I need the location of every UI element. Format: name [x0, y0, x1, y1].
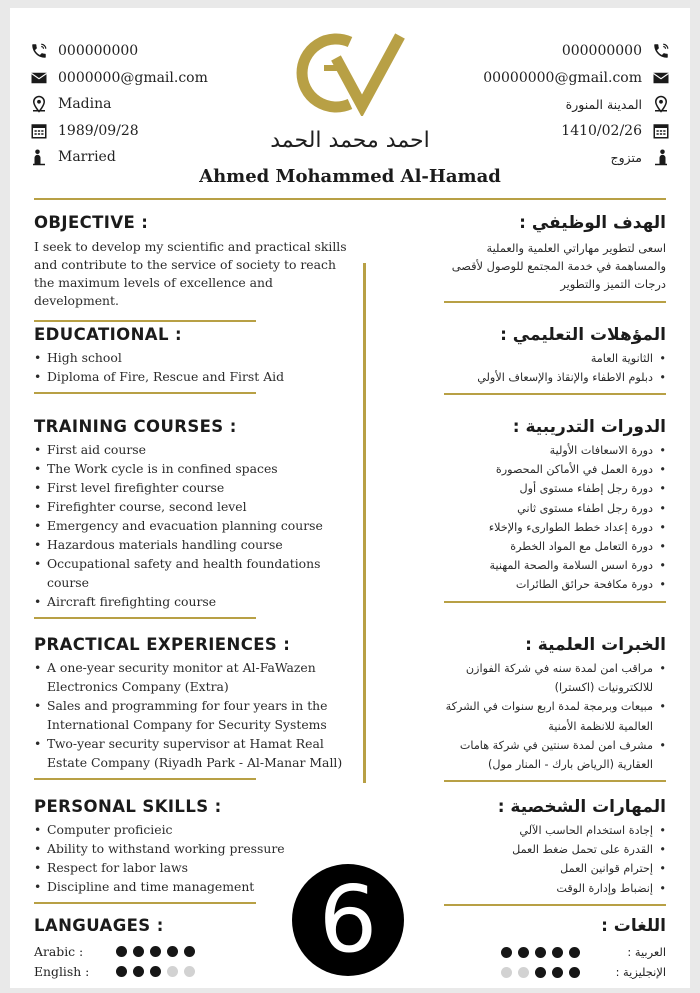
- list-item: • دورة إعداد خطط الطوارىء والإخلاء: [436, 518, 666, 537]
- list-item: • The Work cycle is in confined spaces: [34, 459, 354, 478]
- level-dot-filled: [116, 946, 127, 957]
- dob-text: 1410/02/26: [561, 122, 642, 139]
- list-item: • القدرة على تحمل ضغط العمل: [436, 840, 666, 859]
- section-title: اللغات :: [601, 916, 666, 936]
- language-level-dots: [116, 966, 195, 977]
- education-section-ar: [436, 325, 666, 395]
- section-title: المهارات الشخصية :: [497, 797, 666, 817]
- level-dot-empty: [501, 967, 512, 978]
- language-row: [436, 962, 666, 982]
- level-dot-filled: [501, 947, 512, 958]
- level-dot-empty: [518, 967, 529, 978]
- training-list: [436, 441, 666, 595]
- level-dot-filled: [535, 967, 546, 978]
- skills-section-ar: [436, 797, 666, 906]
- level-dot-filled: [150, 946, 161, 957]
- cv-logo: [278, 30, 418, 116]
- location-pin-icon: [30, 95, 48, 113]
- experience-list: [34, 658, 354, 772]
- list-item: • Discipline and time management: [34, 877, 354, 896]
- level-dot-filled: [518, 947, 529, 958]
- section-title: EDUCATIONAL :: [34, 325, 183, 344]
- envelope-icon: [652, 69, 670, 87]
- level-dot-empty: [167, 966, 178, 977]
- name-arabic: احمد محمد الحمد: [270, 128, 430, 153]
- education-list: [436, 349, 666, 387]
- language-level-dots: [116, 946, 195, 957]
- list-item: • Computer proficieic: [34, 820, 354, 839]
- list-item: • Aircraft firefighting course: [34, 592, 354, 611]
- level-dot-filled: [535, 947, 546, 958]
- language-row: [34, 961, 354, 981]
- training-section-en: [34, 417, 354, 619]
- status-text: متزوج: [610, 149, 642, 165]
- list-item: • دورة رجل إطفاء مستوى أول: [436, 479, 666, 498]
- city-text: المدينة المنورة: [565, 96, 642, 112]
- level-dot-filled: [167, 946, 178, 957]
- list-item: • إنضباط وإدارة الوقت: [436, 879, 666, 898]
- language-level-dots: [501, 947, 580, 958]
- email-text: 00000000@gmail.com: [483, 69, 642, 86]
- name-english: Ahmed Mohammed Al-Hamad: [199, 166, 501, 187]
- level-dot-empty: [184, 966, 195, 977]
- section-divider: [34, 902, 256, 904]
- list-item: • Diploma of Fire, Rescue and First Aid: [34, 367, 354, 386]
- training-list: [34, 440, 354, 611]
- email-text: 0000000@gmail.com: [58, 69, 208, 86]
- section-divider: [444, 601, 666, 603]
- objective-text: اسعى لتطوير مهاراتي العلمية والعملية والمساهمة في خدمة المجتمع للوصول لأقصى درجات التميز والتطوير: [451, 241, 666, 291]
- section-divider: [444, 904, 666, 906]
- section-title: الخبرات العلمية :: [525, 635, 666, 655]
- language-label: Arabic :: [34, 943, 84, 959]
- level-dot-filled: [133, 946, 144, 957]
- languages-section-ar: [436, 916, 666, 982]
- objective-text: I seek to develop my scientific and practical skills and contribute to the service of society to reach the maximum levels of excellence and development.: [34, 239, 347, 308]
- section-divider: [34, 392, 256, 394]
- section-title: TRAINING COURSES :: [34, 417, 237, 436]
- page-number-badge: 6: [292, 864, 404, 976]
- list-item: • دورة مكافحة حرائق الطائرات: [436, 575, 666, 594]
- experience-list: [436, 659, 666, 774]
- city-text: Madina: [58, 96, 112, 113]
- language-level-dots: [501, 967, 580, 978]
- section-divider: [34, 617, 256, 619]
- section-title: PERSONAL SKILLS :: [34, 797, 222, 816]
- level-dot-filled: [150, 966, 161, 977]
- experience-section-ar: [436, 635, 666, 782]
- list-item: • Two-year security supervisor at Hamat Real Estate Company (Riyadh Park - Al-Manar Mall): [34, 734, 354, 772]
- contact-email-en: [30, 65, 208, 92]
- list-item: • مراقب امن لمدة سنه في شركة الفوازن للالكترونيات (اكسترا): [436, 659, 666, 697]
- list-item: • First level firefighter course: [34, 478, 354, 497]
- language-label: الإنجليزية :: [615, 965, 666, 979]
- level-dot-filled: [133, 966, 144, 977]
- objective-section-ar: [436, 213, 666, 303]
- section-title: OBJECTIVE :: [34, 213, 149, 232]
- list-item: • إجادة استخدام الحاسب الآلي: [436, 821, 666, 840]
- section-divider: [444, 301, 666, 303]
- location-pin-icon: [652, 95, 670, 113]
- list-item: • دبلوم الاطفاء والإنقاذ والإسعاف الأولي: [436, 368, 666, 387]
- phone-icon: [652, 42, 670, 60]
- phone-icon: [30, 42, 48, 60]
- list-item: • A one-year security monitor at Al-FaWazen Electronics Company (Extra): [34, 658, 354, 696]
- section-divider: [444, 780, 666, 782]
- list-item: • مشرف امن لمدة سنتين في شركة هامات العقارية (الرياض بارك - المنار مول): [436, 736, 666, 774]
- list-item: • مبيعات وبرمجة لمدة اربع سنوات في الشركة العالمية للانظمة الأمنية: [436, 697, 666, 735]
- level-dot-filled: [184, 946, 195, 957]
- contact-city-en: [30, 91, 208, 118]
- list-item: • دورة الاسعافات الأولية: [436, 441, 666, 460]
- list-item: • Hazardous materials handling course: [34, 535, 354, 554]
- section-divider: [34, 320, 256, 322]
- list-item: • دورة اسس السلامة والصحة المهنية: [436, 556, 666, 575]
- contact-email-ar: [483, 65, 670, 92]
- contact-phone-en: [30, 38, 208, 65]
- level-dot-filled: [552, 947, 563, 958]
- list-item: • دورة رجل اطفاء مستوى ثاني: [436, 499, 666, 518]
- list-item: • دورة التعامل مع المواد الخطرة: [436, 537, 666, 556]
- education-list: [34, 348, 354, 386]
- language-label: English :: [34, 963, 90, 979]
- section-divider: [34, 778, 256, 780]
- list-item: • High school: [34, 348, 354, 367]
- level-dot-filled: [116, 966, 127, 977]
- language-row: [436, 942, 666, 962]
- phone-text: 000000000: [58, 43, 139, 60]
- list-item: • إحترام قوانين العمل: [436, 859, 666, 878]
- experience-section-en: [34, 635, 354, 780]
- list-item: • Ability to withstand working pressure: [34, 839, 354, 858]
- list-item: • دورة العمل في الأماكن المحصورة: [436, 460, 666, 479]
- skills-list: [436, 821, 666, 898]
- contact-phone-ar: [483, 38, 670, 65]
- phone-text: 000000000: [561, 43, 642, 60]
- list-item: • Occupational safety and health foundations course: [34, 554, 354, 592]
- language-list: [436, 942, 666, 982]
- language-label: العربية :: [627, 945, 666, 959]
- list-item: • Emergency and evacuation planning course: [34, 516, 354, 535]
- dob-text: 1989/09/28: [58, 122, 139, 139]
- center-divider: [363, 263, 366, 783]
- section-divider: [444, 393, 666, 395]
- list-item: • Respect for labor laws: [34, 858, 354, 877]
- level-dot-filled: [569, 967, 580, 978]
- section-title: الهدف الوظيفي :: [519, 213, 666, 233]
- objective-section-en: [34, 213, 354, 322]
- envelope-icon: [30, 69, 48, 87]
- header-divider: [34, 198, 666, 200]
- contact-city-ar: [483, 91, 670, 118]
- section-title: الدورات التدريبية :: [512, 417, 666, 437]
- list-item: • الثانوية العامة: [436, 349, 666, 368]
- status-text: Married: [58, 149, 116, 166]
- education-section-en: [34, 325, 354, 394]
- list-item: • Firefighter course, second level: [34, 497, 354, 516]
- section-title: المؤهلات التعليمي :: [500, 325, 666, 345]
- list-item: • First aid course: [34, 440, 354, 459]
- section-title: LANGUAGES :: [34, 916, 164, 935]
- level-dot-filled: [569, 947, 580, 958]
- level-dot-filled: [552, 967, 563, 978]
- training-section-ar: [436, 417, 666, 603]
- cv-page: [10, 8, 690, 988]
- list-item: • Sales and programming for four years in the International Company for Security Systems: [34, 696, 354, 734]
- section-title: PRACTICAL EXPERIENCES :: [34, 635, 291, 654]
